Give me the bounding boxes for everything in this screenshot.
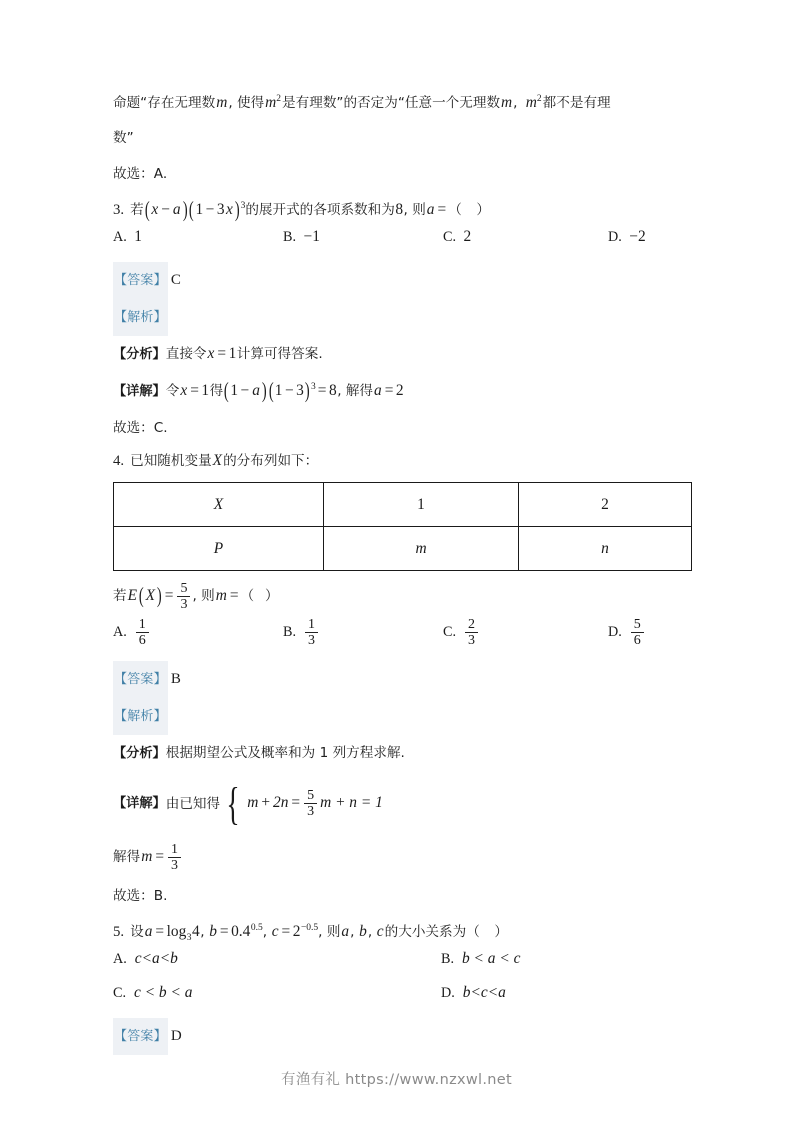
- q3-answer-tag: 【答案】: [114, 273, 167, 288]
- table-cell-x-header: [114, 483, 324, 527]
- q3-option-b-label: B.: [283, 229, 297, 245]
- negation-var-m3: m: [501, 94, 513, 111]
- q5-stem-var-b: b: [359, 923, 367, 940]
- q3-paren-open: （: [448, 202, 462, 218]
- q3-option-c[interactable]: [443, 228, 472, 246]
- q3-sol-val: 2: [395, 382, 404, 399]
- q5-a-base: 3: [186, 932, 192, 943]
- eq1-plus: +: [261, 794, 271, 812]
- q3-option-a-value: 1: [134, 228, 142, 245]
- q3-option-d-label: D.: [608, 229, 622, 245]
- q4-paren-close: ）: [265, 588, 279, 604]
- q5-option-a[interactable]: [113, 950, 179, 968]
- q3-conclusion: [113, 410, 683, 446]
- table-row: [114, 483, 692, 527]
- q4-cond-lead: 若: [113, 588, 127, 604]
- q4-solve-m: m: [141, 848, 153, 865]
- q3-equals: =: [437, 201, 447, 218]
- q4-paren-open: （: [240, 588, 255, 604]
- q4-option-c-label: C.: [443, 623, 457, 640]
- q5-b-var: b: [209, 923, 217, 940]
- q5-paren-close: ）: [494, 924, 508, 940]
- fraction-denominator: 3: [468, 632, 476, 648]
- q5-option-c-value: c < b < a: [134, 984, 193, 1001]
- q3-stem-lead: 若: [130, 202, 144, 218]
- fraction-denominator: 6: [633, 632, 641, 648]
- footer-brand: 有渔有礼: [281, 1072, 341, 1088]
- fraction-numerator: 5: [177, 581, 190, 597]
- q4-analysis-tag-wrap: [113, 698, 168, 735]
- q3-options: [113, 228, 683, 262]
- q5-b-eq: =: [219, 923, 229, 940]
- table-cell-p-val2: [519, 527, 692, 571]
- q5-a-log: log: [166, 923, 187, 940]
- q3-fenxi-line: 【分析】直接令x = 1计算可得答案.: [113, 345, 323, 362]
- q4-solve-line: [113, 836, 683, 878]
- q4-option-a-label: A.: [113, 623, 127, 640]
- table-cell-x-val2: [519, 483, 692, 527]
- brace-icon: {: [226, 778, 240, 830]
- q2-negation-line1: [113, 86, 683, 120]
- q4-option-c-fraction: [465, 617, 478, 648]
- q3-xiangjie-mid: , 解得: [337, 383, 374, 399]
- q5-a-var: a: [144, 923, 153, 940]
- q5-c-exp: −0.5: [300, 923, 319, 934]
- table-row: [114, 527, 692, 571]
- eq1-fraction: [304, 788, 317, 819]
- negation-text-6: 数”: [113, 130, 134, 146]
- negation-text-4: ,: [513, 95, 518, 111]
- q3-option-d-value: −2: [629, 228, 646, 245]
- q4-analysis-tag: 【解析】: [114, 709, 167, 724]
- eq1-2n: 2n: [273, 794, 289, 812]
- q4-options: [113, 617, 683, 661]
- q3-fenxi-val: 1: [228, 345, 237, 362]
- fraction-denominator: 3: [180, 596, 188, 612]
- q4-option-d-label: D.: [608, 623, 622, 640]
- q5-options-row2: [113, 984, 683, 1018]
- q5-number: 5.: [113, 924, 125, 940]
- q3-paren-close: ）: [476, 202, 490, 218]
- q3-stem-sum: 8: [395, 201, 404, 218]
- fraction-numerator: 1: [168, 842, 181, 858]
- q4-answer-tag: 【答案】: [114, 672, 167, 687]
- q5-option-d-value: b<c<a: [462, 984, 506, 1001]
- q3-xiangjie-de: 得: [209, 383, 224, 399]
- q4-option-b[interactable]: [283, 617, 320, 648]
- fraction-denominator: 3: [307, 804, 315, 820]
- q3-var-a: a: [426, 201, 435, 218]
- q5-option-a-label: A.: [113, 951, 127, 967]
- q3-answer-tag-wrap: [113, 262, 168, 299]
- q5-options-row1: [113, 950, 683, 984]
- negation-text-1: 命题“存在无理数: [113, 95, 216, 111]
- q4-answer-tag-wrap: [113, 661, 168, 698]
- negation-var-m1: m: [216, 94, 228, 111]
- q3-option-c-label: C.: [443, 229, 457, 245]
- q3-answer-value: C: [170, 272, 181, 288]
- q2-choose-label: 故选：A.: [113, 166, 168, 182]
- q4-stem-2: 的分布列如下：: [223, 453, 319, 469]
- distribution-table: [113, 482, 692, 571]
- q4-cond-x: X: [145, 587, 156, 604]
- q3-answer-line: [113, 262, 683, 299]
- q4-cond-m: m: [215, 587, 227, 604]
- q5-comma-1: ,: [200, 924, 205, 940]
- negation-text-5: 都不是有理: [542, 95, 611, 111]
- eq1-m: m: [247, 794, 259, 812]
- q4-analysis-line: [113, 698, 683, 735]
- q5-comma-2: ,: [262, 924, 268, 940]
- q4-cond-e: E: [127, 587, 137, 604]
- table-cell-value: 2: [601, 495, 609, 513]
- q3-xiangjie-lead: 令: [165, 383, 180, 399]
- fraction-denominator: 3: [171, 857, 178, 873]
- q3-stem-mid: 的展开式的各项系数和为: [245, 202, 395, 218]
- q4-cond-eq: =: [164, 587, 174, 604]
- q3-stem: 3. 若( $x - a)(1 - 3x)^3$的展开式的各项系数和为8, 则a = （ ）: [113, 197, 490, 223]
- fraction-numerator: 2: [465, 617, 478, 633]
- equation-row-1: [246, 787, 319, 820]
- q3-fenxi-text-2: 计算可得答案.: [236, 346, 323, 362]
- q4-solve-fraction: [168, 842, 181, 873]
- q5-answer-line: [113, 1018, 683, 1055]
- q5-stem-tail: 的大小关系为（: [384, 924, 480, 940]
- fraction-numerator: 1: [136, 617, 149, 633]
- q3-option-a[interactable]: [113, 228, 143, 246]
- table-cell-p-header: [114, 527, 324, 571]
- q3-stem-then: , 则: [403, 202, 426, 218]
- q4-option-d-fraction: [631, 617, 644, 648]
- q4-option-b-label: B.: [283, 623, 297, 640]
- q5-option-d[interactable]: [441, 984, 507, 1002]
- q5-b-base: 0.4: [231, 923, 251, 940]
- q3-number: 3.: [113, 202, 125, 218]
- document-content: [113, 86, 683, 1055]
- q3-choose-label: 故选：C.: [113, 420, 168, 436]
- fraction-denominator: 6: [138, 632, 146, 648]
- negation-var-m4: $m^2$: [525, 93, 542, 111]
- negation-var-m2: $m^2$: [265, 93, 282, 111]
- q3-option-b-value: −1: [303, 228, 320, 245]
- q3-fenxi-var-x: x: [207, 345, 215, 362]
- page-footer: [0, 1068, 793, 1089]
- q5-option-b-value: b < a < c: [462, 950, 521, 967]
- negation-text-3: 是有理数”的否定为“任意一个无理数: [282, 95, 501, 111]
- q4-condition: 若E( X) = $\frac{5}{3}$ , 则m = （ ）: [113, 580, 279, 612]
- q4-xiangjie-tag: 【详解】: [113, 796, 166, 811]
- q4-xiangjie-lead: 由已知得: [165, 796, 221, 812]
- q4-stem: [113, 446, 683, 476]
- q5-option-c[interactable]: [113, 984, 193, 1002]
- q4-choose-label: 故选：B.: [113, 888, 168, 904]
- q4-option-b-fraction: [305, 617, 318, 648]
- q5-stem-var-a: a: [341, 923, 350, 940]
- q4-option-a-fraction: [136, 617, 149, 648]
- table-cell-value: X: [213, 495, 224, 513]
- q5-option-a-value: c<a<b: [134, 950, 178, 967]
- q4-option-a[interactable]: [113, 617, 151, 648]
- q4-option-d[interactable]: [608, 617, 646, 648]
- q2-negation-line2: [113, 120, 683, 156]
- eq2-text: m + n = 1: [320, 794, 383, 812]
- table-cell-value: P: [213, 539, 224, 557]
- q5-c-var: c: [271, 923, 279, 940]
- q5-option-b-label: B.: [441, 951, 455, 967]
- q2-conclusion: [113, 156, 683, 192]
- q3-analysis-tag: 【解析】: [114, 310, 167, 325]
- q5-c-base: 2: [292, 923, 301, 940]
- q4-number: 4.: [113, 453, 125, 469]
- footer-url[interactable]: https://www.nzxwl.net: [345, 1072, 512, 1088]
- q5-a-arg: 4: [192, 923, 200, 940]
- eq1-equals: =: [291, 794, 301, 812]
- q4-cond-then: , 则: [192, 588, 215, 604]
- q3-xiangjie-tag: 【详解】: [113, 384, 166, 399]
- q5-stem: [113, 914, 683, 950]
- q4-answer-line: [113, 661, 683, 698]
- q4-stem-1: 已知随机变量: [130, 453, 212, 469]
- q5-answer-value: D: [170, 1028, 182, 1044]
- q3-fenxi-text-1: 直接令: [165, 346, 207, 362]
- q4-fenxi-tag: 【分析】: [113, 746, 166, 761]
- q5-stem-lead: 设: [130, 924, 144, 940]
- q3-option-c-value: 2: [463, 228, 472, 245]
- q5-stem-then: , 则: [318, 924, 341, 940]
- q5-option-c-label: C.: [113, 985, 127, 1001]
- fraction-numerator: 1: [305, 617, 318, 633]
- table-cell-value: m: [415, 539, 427, 557]
- q3-analysis-tag-wrap: [113, 299, 168, 336]
- q3-sol-a: a: [374, 382, 382, 399]
- q3-option-d[interactable]: [608, 228, 646, 246]
- negation-text-2: , 使得: [228, 95, 265, 111]
- q5-c-eq: =: [281, 923, 291, 940]
- q4-solve-eq: =: [155, 848, 164, 865]
- q3-option-b[interactable]: [283, 228, 320, 246]
- fraction-numerator: 5: [631, 617, 644, 633]
- q4-fenxi-text: 根据期望公式及概率和为 1 列方程求解.: [165, 745, 405, 761]
- q5-comma-4: ,: [367, 924, 373, 940]
- table-cell-value: 1: [417, 495, 425, 513]
- q3-xiangjie-line: 【详解】令x = 1得$(1 - a)(1 - 3)^3 = 8$, 解得a = 2: [113, 378, 404, 404]
- table-cell-value: n: [601, 539, 609, 557]
- q5-b-exp: 0.5: [250, 923, 263, 934]
- table-cell-p-val1: [324, 527, 519, 571]
- fraction-numerator: 5: [304, 788, 317, 804]
- q5-comma-3: ,: [350, 924, 355, 940]
- q5-a-eq: =: [155, 923, 165, 940]
- q5-option-b[interactable]: [441, 950, 521, 968]
- q4-solve-lead: 解得: [113, 849, 141, 865]
- equation-system: [222, 778, 384, 830]
- fraction-denominator: 3: [308, 632, 316, 648]
- q4-conclusion: [113, 878, 683, 914]
- q5-stem-var-c: c: [376, 923, 384, 940]
- equation-row-2: [319, 795, 384, 811]
- q4-fenxi-line: [113, 735, 683, 772]
- q3-eq-eight: 8: [328, 382, 337, 399]
- q5-option-d-label: D.: [441, 985, 455, 1001]
- q5-answer-tag: 【答案】: [114, 1029, 167, 1044]
- q3-fenxi-tag: 【分析】: [113, 347, 166, 362]
- table-cell-x-val1: [324, 483, 519, 527]
- q4-option-c[interactable]: [443, 617, 480, 648]
- q3-option-a-label: A.: [113, 229, 127, 245]
- q5-answer-tag-wrap: [113, 1018, 168, 1055]
- q3-analysis-line: [113, 299, 683, 336]
- q4-cond-fraction: [177, 581, 190, 612]
- q4-stem-var: X: [212, 452, 223, 469]
- q4-xiangjie-line: [113, 772, 683, 836]
- q4-answer-value: B: [170, 671, 181, 687]
